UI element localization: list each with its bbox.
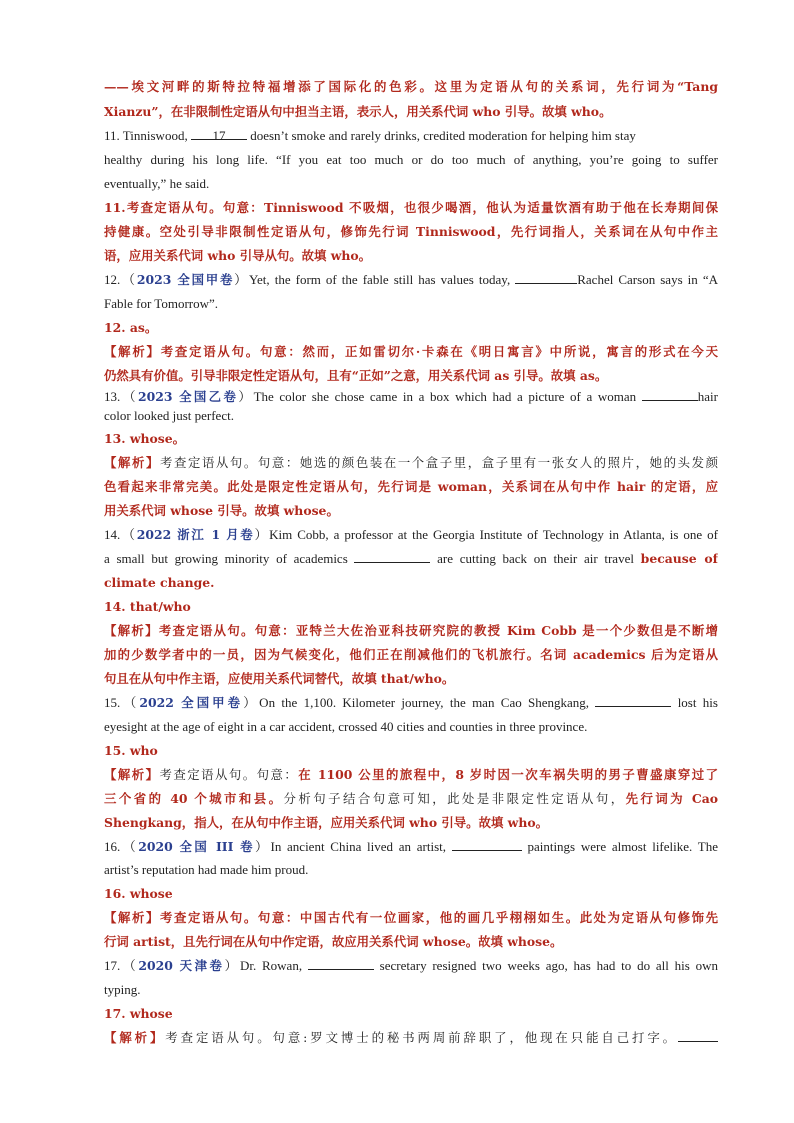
text-segment: 加的少数学者中的一员，因为气候变化，他们正在削减他们的飞机旅行。名词 academics 后为定语从 (104, 647, 718, 662)
text-segment: 【解析】 (104, 910, 160, 925)
text-segment: 11.考查定语从句。句意：Tinniswood 不吸烟，也很少喝酒，他认为适量饮酒有助于他在长寿期间保 (104, 200, 718, 215)
text-line (104, 957, 718, 975)
text-segment: 考查定语从句。句意:罗文博士的秘书两周前辞职了，他现在只能自己打字。 (165, 1030, 678, 1045)
text-segment: eyesight at the age of eight in a car accident, crossed 40 cities and counties in three province. (104, 719, 588, 734)
text-line (104, 598, 718, 616)
text-segment: 14. that/who (104, 599, 191, 614)
text-line (104, 223, 718, 241)
text-line (104, 694, 718, 712)
text-segment: ——埃文河畔的斯特拉特福增添了国际化的色彩。这里为定语从句的关系词，先行词为“Tang (104, 79, 718, 94)
text-segment: lost his (671, 695, 718, 710)
text-segment: are cutting back on their air travel (430, 551, 641, 566)
text-segment: 语，应用关系代词 who 引导从句。故填 who。 (104, 248, 372, 263)
text-segment: 16. whose (104, 886, 173, 901)
text-segment: 色看起来非常完美。此处是限定性定语从句，先行词是 woman，关系词在从句中作 hair 的定语，应 (104, 479, 718, 494)
text-line (104, 885, 718, 903)
text-segment: 11. Tinniswood, (104, 128, 191, 143)
text-segment: ）On the 1,100. Kilometer journey, the man Cao Shengkang, (243, 695, 596, 710)
text-segment: 考查定语从句。句意：她选的颜色装在一个盒子里，盒子里有一张女人的照片，她的头发颜 (159, 455, 718, 470)
text-line (104, 861, 718, 879)
answer-blank (678, 1029, 718, 1042)
text-line (104, 526, 718, 544)
exam-source-label: 2020 天津卷 (138, 958, 225, 973)
answer-blank (354, 550, 430, 563)
answer-blank (595, 694, 671, 707)
answer-blank (642, 388, 698, 401)
text-line (104, 271, 718, 289)
text-segment: 15. who (104, 743, 158, 758)
text-line (104, 1005, 718, 1023)
exam-source-label: 2022 全国甲卷 (139, 695, 244, 710)
text-line (104, 1029, 718, 1047)
text-line (104, 343, 718, 361)
text-segment: ）Dr. Rowan, (224, 958, 308, 973)
text-segment: 12. as。 (104, 320, 158, 335)
text-line (104, 502, 718, 520)
answer-blank (452, 838, 522, 851)
text-line (104, 718, 718, 736)
text-segment: 【解析】 (104, 767, 160, 782)
text-line (104, 622, 718, 640)
text-segment: 用关系代词 whose 引导。故填 whose。 (104, 503, 339, 518)
text-segment: 【解析】 (104, 344, 161, 359)
text-line (104, 199, 718, 217)
text-segment: 16.（ (104, 839, 139, 854)
text-line (104, 838, 718, 856)
text-segment: climate change. (104, 575, 215, 590)
text-segment: eventually,” he said. (104, 176, 210, 191)
text-line (104, 478, 718, 496)
text-segment: Rachel Carson says in “A (577, 272, 718, 287)
text-segment: 句且在从句中作主语，应使用关系代词替代，故填 that/who。 (104, 671, 455, 686)
text-line (104, 430, 718, 448)
text-segment: 在 1100 公里的旅程中，8 岁时因一次车祸失明的男子曹盛康穿过了 (298, 767, 718, 782)
text-line (104, 550, 718, 568)
text-line (104, 127, 718, 145)
text-segment: 先行词为 Cao (625, 791, 718, 806)
text-segment: typing. (104, 982, 141, 997)
text-line (104, 814, 718, 832)
text-segment: doesn’t smoke and rarely drinks, credited moderation for helping him stay (246, 128, 636, 143)
text-line (104, 766, 718, 784)
text-line (104, 981, 718, 999)
text-segment: Xianzu”，在非限制性定语从句中担当主语，表示人，用关系代词 who 引导。故填 who。 (104, 104, 612, 119)
text-segment: 15.（ (104, 695, 140, 710)
text-segment: 考查定语从句。句意：然而，正如雷切尔·卡森在《明日寓言》中所说，寓言的形式在今天 (160, 344, 718, 359)
text-segment: 三个省的 40 个城市和县。 (104, 791, 284, 806)
text-segment: 13.（ (104, 389, 138, 404)
exam-source-label: 2020 全国 III 卷 (138, 839, 256, 854)
text-line (104, 646, 718, 664)
text-segment: ）In ancient China lived an artist, (255, 839, 452, 854)
text-line (104, 407, 718, 425)
text-segment: hair (697, 389, 718, 404)
answer-blank (308, 957, 374, 970)
text-line (104, 295, 718, 313)
text-line (104, 454, 718, 472)
text-segment: 考查定语从句。句意： (159, 767, 299, 782)
text-segment: 考查定语从句。句意：中国古代有一位画家，他的画几乎栩栩如生。此处为定语从句修饰先 (159, 910, 718, 925)
text-segment: 17. whose (104, 1006, 173, 1021)
exam-source-label: 2023 全国乙卷 (138, 389, 239, 404)
answer-blank: 17 (191, 127, 247, 140)
text-segment: paintings were almost lifelike. The (521, 839, 718, 854)
text-line (104, 319, 718, 337)
text-line (104, 247, 718, 265)
text-segment: artist’s reputation had made him proud. (104, 862, 309, 877)
text-line (104, 790, 718, 808)
text-line (104, 367, 718, 385)
text-segment: Shengkang，指人，在从句中作主语，应用关系代词 who 引导。故填 who。 (104, 815, 548, 830)
text-segment: color looked just perfect. (104, 408, 234, 423)
exam-source-label: 2022 浙江 1 月卷 (136, 527, 255, 542)
text-line (104, 151, 718, 169)
text-segment: 行词 artist，且先行词在从句中作定语，故应用关系代词 whose。故填 whose。 (104, 934, 563, 949)
text-segment: 14.（ (104, 527, 137, 542)
answer-blank (515, 271, 577, 284)
text-segment: ）Kim Cobb, a professor at the Georgia Institute of Technology in Atlanta, is one of (254, 527, 718, 542)
text-segment: 【解析】 (104, 623, 159, 638)
text-line (104, 103, 718, 121)
text-segment: Fable for Tomorrow”. (104, 296, 219, 311)
text-line (104, 933, 718, 951)
text-segment: 13. whose。 (104, 431, 186, 446)
text-line (104, 670, 718, 688)
text-line (104, 742, 718, 760)
text-segment: ）The color she chose came in a box which had a picture of a woman (238, 389, 642, 404)
exam-source-label: 2023 全国甲卷 (136, 272, 235, 287)
text-line (104, 909, 718, 927)
text-line (104, 78, 718, 96)
text-segment: secretary resigned two weeks ago, has had to do all his own (373, 958, 718, 973)
text-segment: ）Yet, the form of the fable still has values today, (234, 272, 516, 287)
text-segment: healthy during his long life. “If you eat too much or do too much of anything, you’re going to suffer (104, 152, 718, 167)
text-segment: 12.（ (104, 272, 137, 287)
text-segment: 仍然具有价值。引导非限定性定语从句，且有“正如”之意，用关系代词 as 引导。故填 as。 (104, 368, 608, 383)
text-segment: because of (640, 551, 718, 566)
text-line (104, 388, 718, 406)
text-segment: a small but growing minority of academics (104, 551, 355, 566)
text-segment: 分析句子结合句意可知，此处是非限定性定语从句， (283, 791, 626, 806)
text-line (104, 175, 718, 193)
text-segment: 【解析】 (104, 455, 160, 470)
text-segment: 【解析】 (104, 1030, 166, 1045)
text-segment: 17.（ (104, 958, 139, 973)
text-segment: 考查定语从句。句意：亚特兰大佐治亚科技研究院的教授 Kim Cobb 是一个少数但是不断增 (158, 623, 718, 638)
text-segment: 持健康。空处引导非限制性定语从句，修饰先行词 Tinniswood，先行词指人，关系词在从句中作主 (104, 224, 718, 239)
text-line (104, 574, 718, 592)
